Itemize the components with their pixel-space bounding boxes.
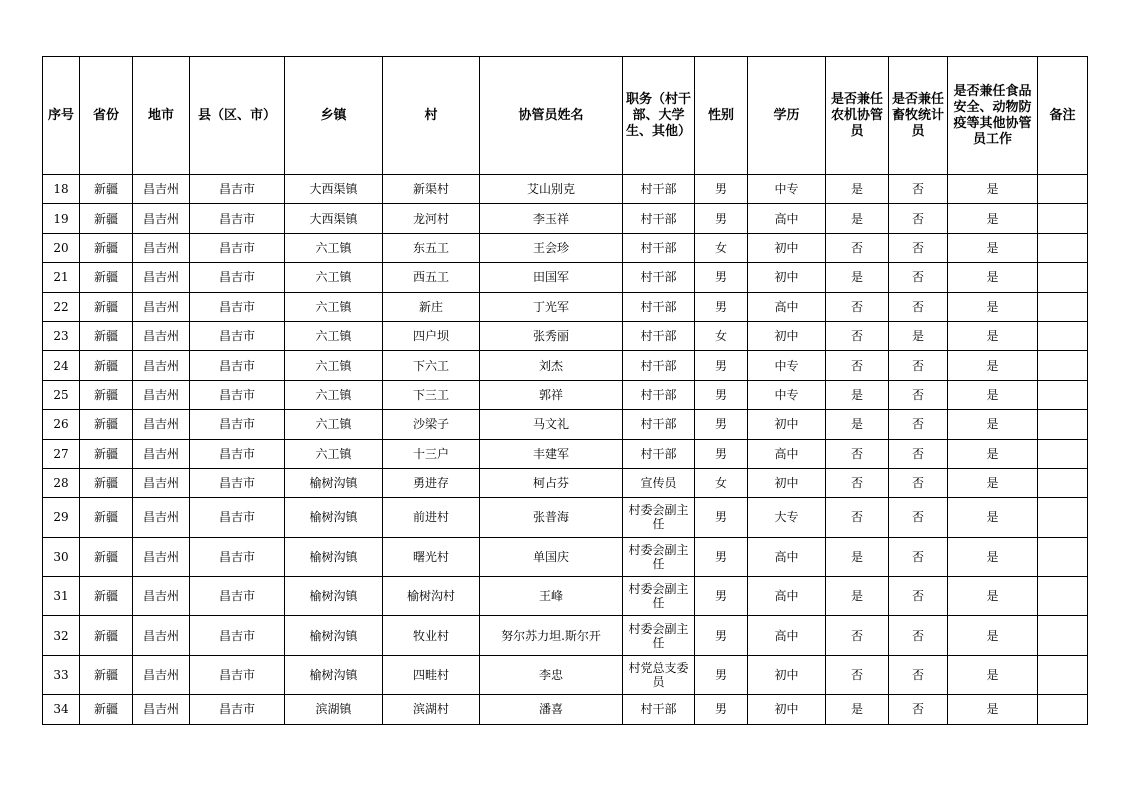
county-cell: 昌吉市 [190, 263, 285, 292]
coordinator-name-cell: 单国庆 [480, 537, 623, 576]
city-cell: 昌吉州 [133, 695, 190, 724]
other-coordinator-cell: 是 [948, 695, 1038, 724]
county-cell: 昌吉市 [190, 321, 285, 350]
coordinator-name-cell: 丁光军 [480, 292, 623, 321]
township-cell: 榆树沟镇 [285, 537, 383, 576]
village-cell: 西五工 [383, 263, 480, 292]
index-cell: 20 [43, 233, 80, 262]
other-coordinator-cell: 是 [948, 204, 1038, 233]
position-cell: 村干部 [623, 321, 695, 350]
county-cell: 昌吉市 [190, 175, 285, 204]
county-cell: 昌吉市 [190, 468, 285, 497]
province-cell: 新疆 [80, 263, 133, 292]
col-county-header: 县（区、市） [190, 57, 285, 175]
remarks-cell [1038, 616, 1088, 655]
province-cell: 新疆 [80, 655, 133, 694]
agri-machinery-cell: 否 [826, 616, 889, 655]
education-cell: 初中 [748, 233, 826, 262]
livestock-stats-cell: 否 [889, 616, 948, 655]
index-cell: 21 [43, 263, 80, 292]
livestock-stats-cell: 否 [889, 351, 948, 380]
table-row [43, 175, 1088, 204]
table-body [43, 175, 1088, 725]
index-cell: 24 [43, 351, 80, 380]
position-cell: 宣传员 [623, 468, 695, 497]
city-cell: 昌吉州 [133, 410, 190, 439]
gender-cell: 男 [695, 439, 748, 468]
township-cell: 六工镇 [285, 263, 383, 292]
index-cell: 28 [43, 468, 80, 497]
coordinator-name-cell: 田国军 [480, 263, 623, 292]
agri-machinery-cell: 是 [826, 263, 889, 292]
township-cell: 大西渠镇 [285, 175, 383, 204]
livestock-stats-cell: 是 [889, 321, 948, 350]
table-row [43, 577, 1088, 616]
index-cell: 31 [43, 577, 80, 616]
education-cell: 高中 [748, 204, 826, 233]
county-cell: 昌吉市 [190, 439, 285, 468]
table-row [43, 263, 1088, 292]
education-cell: 中专 [748, 380, 826, 409]
city-cell: 昌吉州 [133, 321, 190, 350]
other-coordinator-cell: 是 [948, 616, 1038, 655]
table-row [43, 410, 1088, 439]
village-cell: 东五工 [383, 233, 480, 262]
village-cell: 下三工 [383, 380, 480, 409]
livestock-stats-cell: 否 [889, 233, 948, 262]
province-cell: 新疆 [80, 175, 133, 204]
table-row [43, 351, 1088, 380]
village-cell: 新庄 [383, 292, 480, 321]
col-province-header: 省份 [80, 57, 133, 175]
city-cell: 昌吉州 [133, 439, 190, 468]
table-row [43, 380, 1088, 409]
village-cell: 沙梁子 [383, 410, 480, 439]
table-row [43, 233, 1088, 262]
province-cell: 新疆 [80, 498, 133, 537]
remarks-cell [1038, 655, 1088, 694]
agri-machinery-cell: 否 [826, 292, 889, 321]
coordinator-name-cell: 张普海 [480, 498, 623, 537]
other-coordinator-cell: 是 [948, 380, 1038, 409]
village-cell: 下六工 [383, 351, 480, 380]
index-cell: 19 [43, 204, 80, 233]
province-cell: 新疆 [80, 695, 133, 724]
remarks-cell [1038, 233, 1088, 262]
agri-machinery-cell: 是 [826, 577, 889, 616]
index-cell: 29 [43, 498, 80, 537]
village-cell: 勇进存 [383, 468, 480, 497]
agri-machinery-cell: 否 [826, 468, 889, 497]
agri-machinery-cell: 否 [826, 655, 889, 694]
remarks-cell [1038, 321, 1088, 350]
col-gender-header: 性别 [695, 57, 748, 175]
other-coordinator-cell: 是 [948, 292, 1038, 321]
index-cell: 23 [43, 321, 80, 350]
col-township-header: 乡镇 [285, 57, 383, 175]
city-cell: 昌吉州 [133, 175, 190, 204]
position-cell: 村干部 [623, 263, 695, 292]
position-cell: 村党总支委员 [623, 655, 695, 694]
township-cell: 六工镇 [285, 321, 383, 350]
education-cell: 初中 [748, 468, 826, 497]
village-cell: 四畦村 [383, 655, 480, 694]
township-cell: 六工镇 [285, 410, 383, 439]
city-cell: 昌吉州 [133, 655, 190, 694]
index-cell: 25 [43, 380, 80, 409]
agri-machinery-cell: 是 [826, 695, 889, 724]
livestock-stats-cell: 否 [889, 263, 948, 292]
village-cell: 新渠村 [383, 175, 480, 204]
province-cell: 新疆 [80, 380, 133, 409]
table-row [43, 468, 1088, 497]
education-cell: 高中 [748, 537, 826, 576]
gender-cell: 男 [695, 351, 748, 380]
province-cell: 新疆 [80, 321, 133, 350]
col-city-header: 地市 [133, 57, 190, 175]
livestock-stats-cell: 否 [889, 380, 948, 409]
other-coordinator-cell: 是 [948, 175, 1038, 204]
remarks-cell [1038, 410, 1088, 439]
col-other-coordinator-header: 是否兼任食品安全、动物防疫等其他协管员工作 [948, 57, 1038, 175]
index-cell: 18 [43, 175, 80, 204]
township-cell: 六工镇 [285, 351, 383, 380]
table-row [43, 655, 1088, 694]
index-cell: 22 [43, 292, 80, 321]
livestock-stats-cell: 否 [889, 292, 948, 321]
table-row [43, 537, 1088, 576]
city-cell: 昌吉州 [133, 204, 190, 233]
city-cell: 昌吉州 [133, 233, 190, 262]
village-cell: 曙光村 [383, 537, 480, 576]
other-coordinator-cell: 是 [948, 351, 1038, 380]
col-agri-machinery-header: 是否兼任农机协管员 [826, 57, 889, 175]
livestock-stats-cell: 否 [889, 695, 948, 724]
gender-cell: 男 [695, 263, 748, 292]
agri-machinery-cell: 是 [826, 380, 889, 409]
agri-machinery-cell: 否 [826, 321, 889, 350]
position-cell: 村干部 [623, 439, 695, 468]
coordinator-name-cell: 王会珍 [480, 233, 623, 262]
col-coordinator-name-header: 协管员姓名 [480, 57, 623, 175]
city-cell: 昌吉州 [133, 380, 190, 409]
col-livestock-stats-header: 是否兼任畜牧统计员 [889, 57, 948, 175]
village-cell: 四户坝 [383, 321, 480, 350]
gender-cell: 男 [695, 498, 748, 537]
county-cell: 昌吉市 [190, 577, 285, 616]
col-village-header: 村 [383, 57, 480, 175]
position-cell: 村干部 [623, 204, 695, 233]
livestock-stats-cell: 否 [889, 175, 948, 204]
city-cell: 昌吉州 [133, 468, 190, 497]
township-cell: 榆树沟镇 [285, 616, 383, 655]
col-education-header: 学历 [748, 57, 826, 175]
table-header [43, 57, 1088, 175]
township-cell: 榆树沟镇 [285, 577, 383, 616]
province-cell: 新疆 [80, 468, 133, 497]
livestock-stats-cell: 否 [889, 468, 948, 497]
livestock-stats-cell: 否 [889, 439, 948, 468]
position-cell: 村干部 [623, 351, 695, 380]
remarks-cell [1038, 695, 1088, 724]
agri-machinery-cell: 否 [826, 233, 889, 262]
coordinator-name-cell: 艾山别克 [480, 175, 623, 204]
index-cell: 34 [43, 695, 80, 724]
township-cell: 六工镇 [285, 380, 383, 409]
education-cell: 初中 [748, 263, 826, 292]
coordinator-name-cell: 努尔苏力坦.斯尔开 [480, 616, 623, 655]
township-cell: 榆树沟镇 [285, 655, 383, 694]
township-cell: 滨湖镇 [285, 695, 383, 724]
township-cell: 六工镇 [285, 233, 383, 262]
col-index-header: 序号 [43, 57, 80, 175]
province-cell: 新疆 [80, 537, 133, 576]
agri-machinery-cell: 是 [826, 410, 889, 439]
remarks-cell [1038, 577, 1088, 616]
position-cell: 村干部 [623, 233, 695, 262]
province-cell: 新疆 [80, 292, 133, 321]
index-cell: 26 [43, 410, 80, 439]
coordinator-name-cell: 柯占芬 [480, 468, 623, 497]
gender-cell: 男 [695, 410, 748, 439]
position-cell: 村干部 [623, 695, 695, 724]
coordinator-name-cell: 丰建军 [480, 439, 623, 468]
village-cell: 前进村 [383, 498, 480, 537]
province-cell: 新疆 [80, 204, 133, 233]
livestock-stats-cell: 否 [889, 498, 948, 537]
village-cell: 龙河村 [383, 204, 480, 233]
other-coordinator-cell: 是 [948, 577, 1038, 616]
other-coordinator-cell: 是 [948, 537, 1038, 576]
position-cell: 村委会副主任 [623, 577, 695, 616]
agri-machinery-cell: 是 [826, 175, 889, 204]
remarks-cell [1038, 439, 1088, 468]
county-cell: 昌吉市 [190, 204, 285, 233]
agri-machinery-cell: 是 [826, 537, 889, 576]
coordinator-name-cell: 潘喜 [480, 695, 623, 724]
table-row [43, 204, 1088, 233]
other-coordinator-cell: 是 [948, 498, 1038, 537]
coordinator-name-cell: 李玉祥 [480, 204, 623, 233]
remarks-cell [1038, 351, 1088, 380]
position-cell: 村干部 [623, 410, 695, 439]
village-cell: 滨湖村 [383, 695, 480, 724]
remarks-cell [1038, 537, 1088, 576]
education-cell: 大专 [748, 498, 826, 537]
remarks-cell [1038, 498, 1088, 537]
remarks-cell [1038, 292, 1088, 321]
county-cell: 昌吉市 [190, 351, 285, 380]
education-cell: 初中 [748, 321, 826, 350]
remarks-cell [1038, 468, 1088, 497]
gender-cell: 男 [695, 380, 748, 409]
education-cell: 中专 [748, 175, 826, 204]
city-cell: 昌吉州 [133, 263, 190, 292]
gender-cell: 男 [695, 695, 748, 724]
coordinator-name-cell: 王峰 [480, 577, 623, 616]
gender-cell: 男 [695, 175, 748, 204]
province-cell: 新疆 [80, 439, 133, 468]
other-coordinator-cell: 是 [948, 263, 1038, 292]
remarks-cell [1038, 263, 1088, 292]
coordinator-name-cell: 李忠 [480, 655, 623, 694]
gender-cell: 男 [695, 616, 748, 655]
other-coordinator-cell: 是 [948, 410, 1038, 439]
county-cell: 昌吉市 [190, 410, 285, 439]
index-cell: 32 [43, 616, 80, 655]
table-row [43, 439, 1088, 468]
province-cell: 新疆 [80, 410, 133, 439]
position-cell: 村干部 [623, 380, 695, 409]
table-row [43, 292, 1088, 321]
position-cell: 村委会副主任 [623, 498, 695, 537]
education-cell: 高中 [748, 577, 826, 616]
village-cell: 牧业村 [383, 616, 480, 655]
city-cell: 昌吉州 [133, 292, 190, 321]
village-cell: 榆树沟村 [383, 577, 480, 616]
county-cell: 昌吉市 [190, 616, 285, 655]
agri-machinery-cell: 是 [826, 204, 889, 233]
coordinator-name-cell: 张秀丽 [480, 321, 623, 350]
province-cell: 新疆 [80, 577, 133, 616]
province-cell: 新疆 [80, 616, 133, 655]
gender-cell: 女 [695, 233, 748, 262]
county-cell: 昌吉市 [190, 233, 285, 262]
other-coordinator-cell: 是 [948, 439, 1038, 468]
index-cell: 27 [43, 439, 80, 468]
township-cell: 大西渠镇 [285, 204, 383, 233]
position-cell: 村干部 [623, 292, 695, 321]
township-cell: 榆树沟镇 [285, 498, 383, 537]
other-coordinator-cell: 是 [948, 233, 1038, 262]
table-row [43, 498, 1088, 537]
livestock-stats-cell: 否 [889, 204, 948, 233]
education-cell: 初中 [748, 410, 826, 439]
gender-cell: 男 [695, 577, 748, 616]
remarks-cell [1038, 204, 1088, 233]
education-cell: 初中 [748, 695, 826, 724]
livestock-stats-cell: 否 [889, 577, 948, 616]
township-cell: 六工镇 [285, 292, 383, 321]
education-cell: 初中 [748, 655, 826, 694]
other-coordinator-cell: 是 [948, 655, 1038, 694]
county-cell: 昌吉市 [190, 292, 285, 321]
city-cell: 昌吉州 [133, 498, 190, 537]
city-cell: 昌吉州 [133, 537, 190, 576]
agri-machinery-cell: 否 [826, 439, 889, 468]
gender-cell: 男 [695, 655, 748, 694]
agri-machinery-cell: 否 [826, 498, 889, 537]
table-row [43, 695, 1088, 724]
index-cell: 30 [43, 537, 80, 576]
county-cell: 昌吉市 [190, 380, 285, 409]
education-cell: 高中 [748, 439, 826, 468]
remarks-cell [1038, 175, 1088, 204]
coordinator-name-cell: 刘杰 [480, 351, 623, 380]
village-cell: 十三户 [383, 439, 480, 468]
col-position-header: 职务（村干部、大学生、其他） [623, 57, 695, 175]
gender-cell: 女 [695, 321, 748, 350]
township-cell: 六工镇 [285, 439, 383, 468]
county-cell: 昌吉市 [190, 537, 285, 576]
index-cell: 33 [43, 655, 80, 694]
gender-cell: 男 [695, 292, 748, 321]
other-coordinator-cell: 是 [948, 468, 1038, 497]
education-cell: 中专 [748, 351, 826, 380]
livestock-stats-cell: 否 [889, 655, 948, 694]
education-cell: 高中 [748, 292, 826, 321]
county-cell: 昌吉市 [190, 695, 285, 724]
position-cell: 村委会副主任 [623, 616, 695, 655]
township-cell: 榆树沟镇 [285, 468, 383, 497]
position-cell: 村委会副主任 [623, 537, 695, 576]
gender-cell: 男 [695, 204, 748, 233]
city-cell: 昌吉州 [133, 616, 190, 655]
agri-machinery-cell: 否 [826, 351, 889, 380]
position-cell: 村干部 [623, 175, 695, 204]
coordinator-table [42, 56, 1088, 725]
county-cell: 昌吉市 [190, 655, 285, 694]
province-cell: 新疆 [80, 233, 133, 262]
gender-cell: 男 [695, 537, 748, 576]
livestock-stats-cell: 否 [889, 537, 948, 576]
livestock-stats-cell: 否 [889, 410, 948, 439]
remarks-cell [1038, 380, 1088, 409]
coordinator-name-cell: 马文礼 [480, 410, 623, 439]
gender-cell: 女 [695, 468, 748, 497]
education-cell: 高中 [748, 616, 826, 655]
table-row [43, 616, 1088, 655]
coordinator-name-cell: 郭祥 [480, 380, 623, 409]
county-cell: 昌吉市 [190, 498, 285, 537]
col-remarks-header: 备注 [1038, 57, 1088, 175]
other-coordinator-cell: 是 [948, 321, 1038, 350]
table-row [43, 321, 1088, 350]
province-cell: 新疆 [80, 351, 133, 380]
city-cell: 昌吉州 [133, 577, 190, 616]
city-cell: 昌吉州 [133, 351, 190, 380]
